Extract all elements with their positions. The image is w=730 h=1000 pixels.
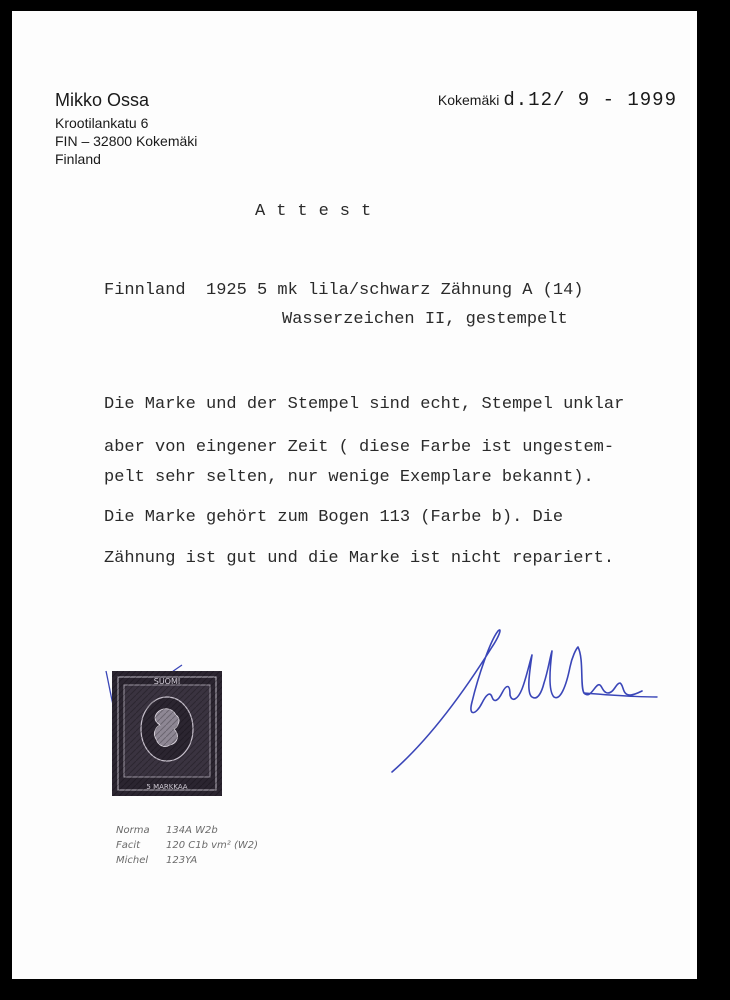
signature bbox=[372, 607, 672, 787]
catalog-row bbox=[116, 838, 258, 853]
catalog-notes bbox=[116, 823, 258, 868]
body-line: aber von eingener Zeit ( diese Farbe ist ungestem- bbox=[104, 438, 615, 457]
subject-line-1: Finnland 1925 5 mk lila/schwarz Zähnung A (14) bbox=[104, 281, 584, 300]
body-line: pelt sehr selten, nur wenige Exemplare bekannt). bbox=[104, 468, 594, 487]
catalog-label: Facit bbox=[116, 840, 141, 851]
sender-city: FIN – 32800 Kokemäki bbox=[55, 133, 198, 149]
stamp-image bbox=[112, 671, 222, 796]
catalog-row bbox=[116, 823, 258, 838]
sender-name: Mikko Ossa bbox=[55, 90, 150, 110]
sender-street: Krootilankatu 6 bbox=[55, 115, 149, 131]
sender-country: Finland bbox=[55, 151, 101, 167]
catalog-row bbox=[116, 853, 258, 868]
date: d.12/ 9 - 1999 bbox=[503, 89, 677, 111]
certificate-sheet bbox=[12, 11, 697, 979]
body-line: Die Marke und der Stempel sind echt, Stempel unklar bbox=[104, 395, 625, 414]
place-date bbox=[438, 89, 677, 111]
place: Kokemäki bbox=[437, 92, 500, 108]
catalog-value: 123YA bbox=[166, 855, 198, 866]
document-title: Attest bbox=[255, 202, 383, 221]
body-line: Die Marke gehört zum Bogen 113 (Farbe b). Die bbox=[104, 508, 564, 527]
sender-address bbox=[55, 89, 197, 168]
catalog-label: Norma bbox=[116, 825, 150, 836]
subject-line-2: Wasserzeichen II, gestempelt bbox=[282, 310, 568, 329]
stamp-country-text: SUOMI bbox=[153, 677, 181, 686]
catalog-value: 134A W2b bbox=[166, 825, 218, 836]
catalog-label: Michel bbox=[116, 855, 149, 866]
stamp-value-text: 5 MARKKAA bbox=[146, 783, 188, 791]
catalog-value: 120 C1b vm² (W2) bbox=[166, 840, 259, 851]
body-line: Zähnung ist gut und die Marke ist nicht repariert. bbox=[104, 549, 615, 568]
